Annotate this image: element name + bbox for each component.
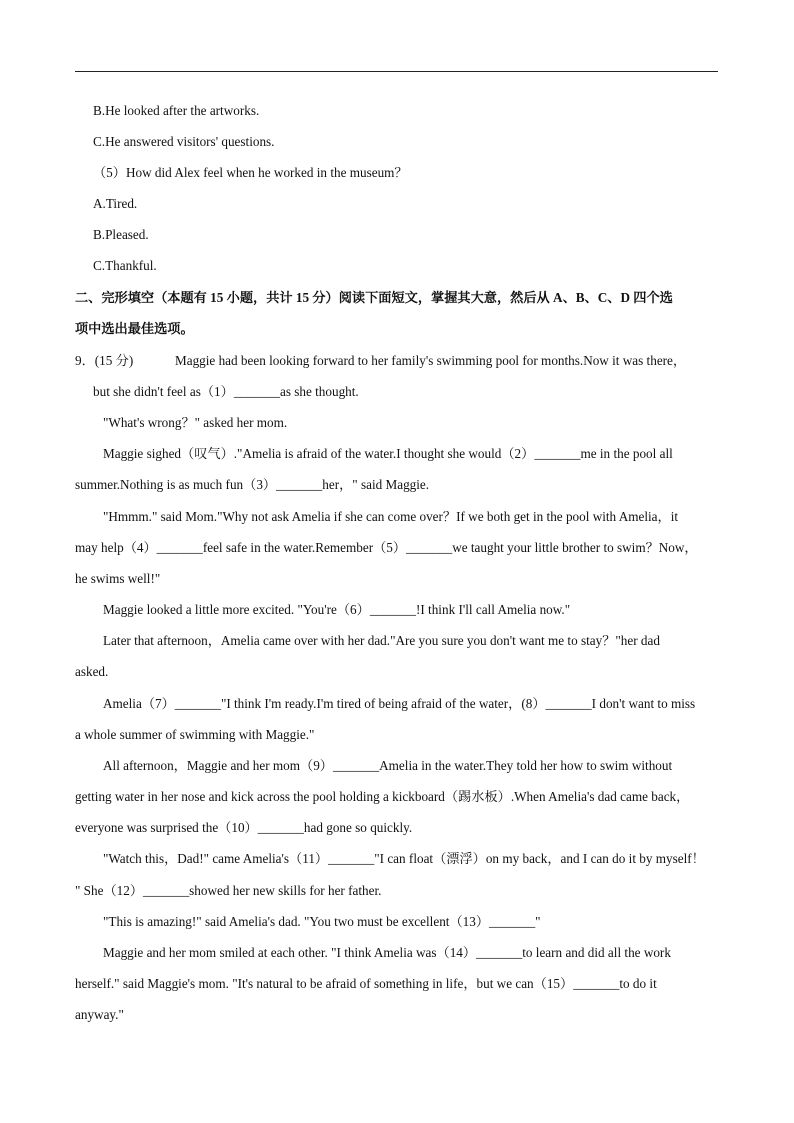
passage-line: Later that afternoon，Amelia came over with her dad."Are you sure you don't want me to stay？"her dad — [103, 633, 660, 648]
passage-line: but she didn't feel as（1）_______as she thought. — [93, 384, 359, 399]
passage-line: a whole summer of swimming with Maggie." — [75, 727, 315, 742]
passage-line: getting water in her nose and kick across the pool holding a kickboard（踢水板）.When Amelia's dad came back， — [75, 789, 690, 804]
passage-line: may help（4）_______feel safe in the water.Remember（5）_______we taught your little brother to swim？Now， — [75, 540, 698, 555]
passage-line: asked. — [75, 664, 109, 679]
section2-heading-line1: 二、完形填空（本题有 15 小题，共计 15 分）阅读下面短文，掌握其大意，然后从 A、B、C、D 四个选 — [75, 290, 673, 305]
section2-heading-line2: 项中选出最佳选项。 — [75, 321, 194, 336]
passage-number: 9．(15 分) — [75, 353, 134, 368]
passage-line: Amelia（7）_______"I think I'm ready.I'm tired of being afraid of the water，(8）_______I don't want to miss — [103, 696, 696, 711]
q5-stem: （5）How did Alex feel when he worked in the museum？ — [93, 165, 408, 180]
q5-option-c: C.Thankful. — [93, 258, 157, 273]
passage-line: Maggie looked a little more excited. "You're（6）_______!I think I'll call Amelia now." — [103, 602, 571, 617]
passage-line: " She（12）_______showed her new skills for her father. — [75, 883, 382, 898]
q5-option-a: A.Tired. — [93, 196, 138, 211]
q5-option-b: B.Pleased. — [93, 227, 149, 242]
passage-line: "Hmmm." said Mom."Why not ask Amelia if she can come over？If we both get in the pool with Amelia，it — [103, 509, 679, 524]
q4-option-b: B.He looked after the artworks. — [93, 103, 260, 118]
passage-line: everyone was surprised the（10）_______had gone so quickly. — [75, 820, 413, 835]
passage-line: summer.Nothing is as much fun（3）_______her，" said Maggie. — [75, 477, 430, 492]
passage-line: anyway." — [75, 1007, 124, 1022]
passage-line: Maggie had been looking forward to her family's swimming pool for months.Now it was there， — [175, 353, 687, 368]
q4-option-c: C.He answered visitors' questions. — [93, 134, 275, 149]
passage-line: "This is amazing!" said Amelia's dad. "You two must be excellent（13）_______" — [103, 914, 541, 929]
passage-line: "What's wrong？" asked her mom. — [103, 415, 288, 430]
passage-line: he swims well!" — [75, 571, 161, 586]
header-rule — [75, 71, 718, 72]
passage-line: herself." said Maggie's mom. "It's natural to be afraid of something in life，but we can（15）_______to do it — [75, 976, 657, 991]
passage-line: Maggie sighed（叹气）."Amelia is afraid of the water.I thought she would（2）_______me in the pool all — [103, 446, 673, 461]
passage-line: Maggie and her mom smiled at each other. "I think Amelia was（14）_______to learn and did all the work — [103, 945, 671, 960]
passage-line: "Watch this，Dad!" came Amelia's（11）_______"I can float（漂浮）on my back，and I can do it by myself！ — [103, 851, 705, 866]
passage-line: All afternoon，Maggie and her mom（9）_______Amelia in the water.They told her how to swim without — [103, 758, 673, 773]
